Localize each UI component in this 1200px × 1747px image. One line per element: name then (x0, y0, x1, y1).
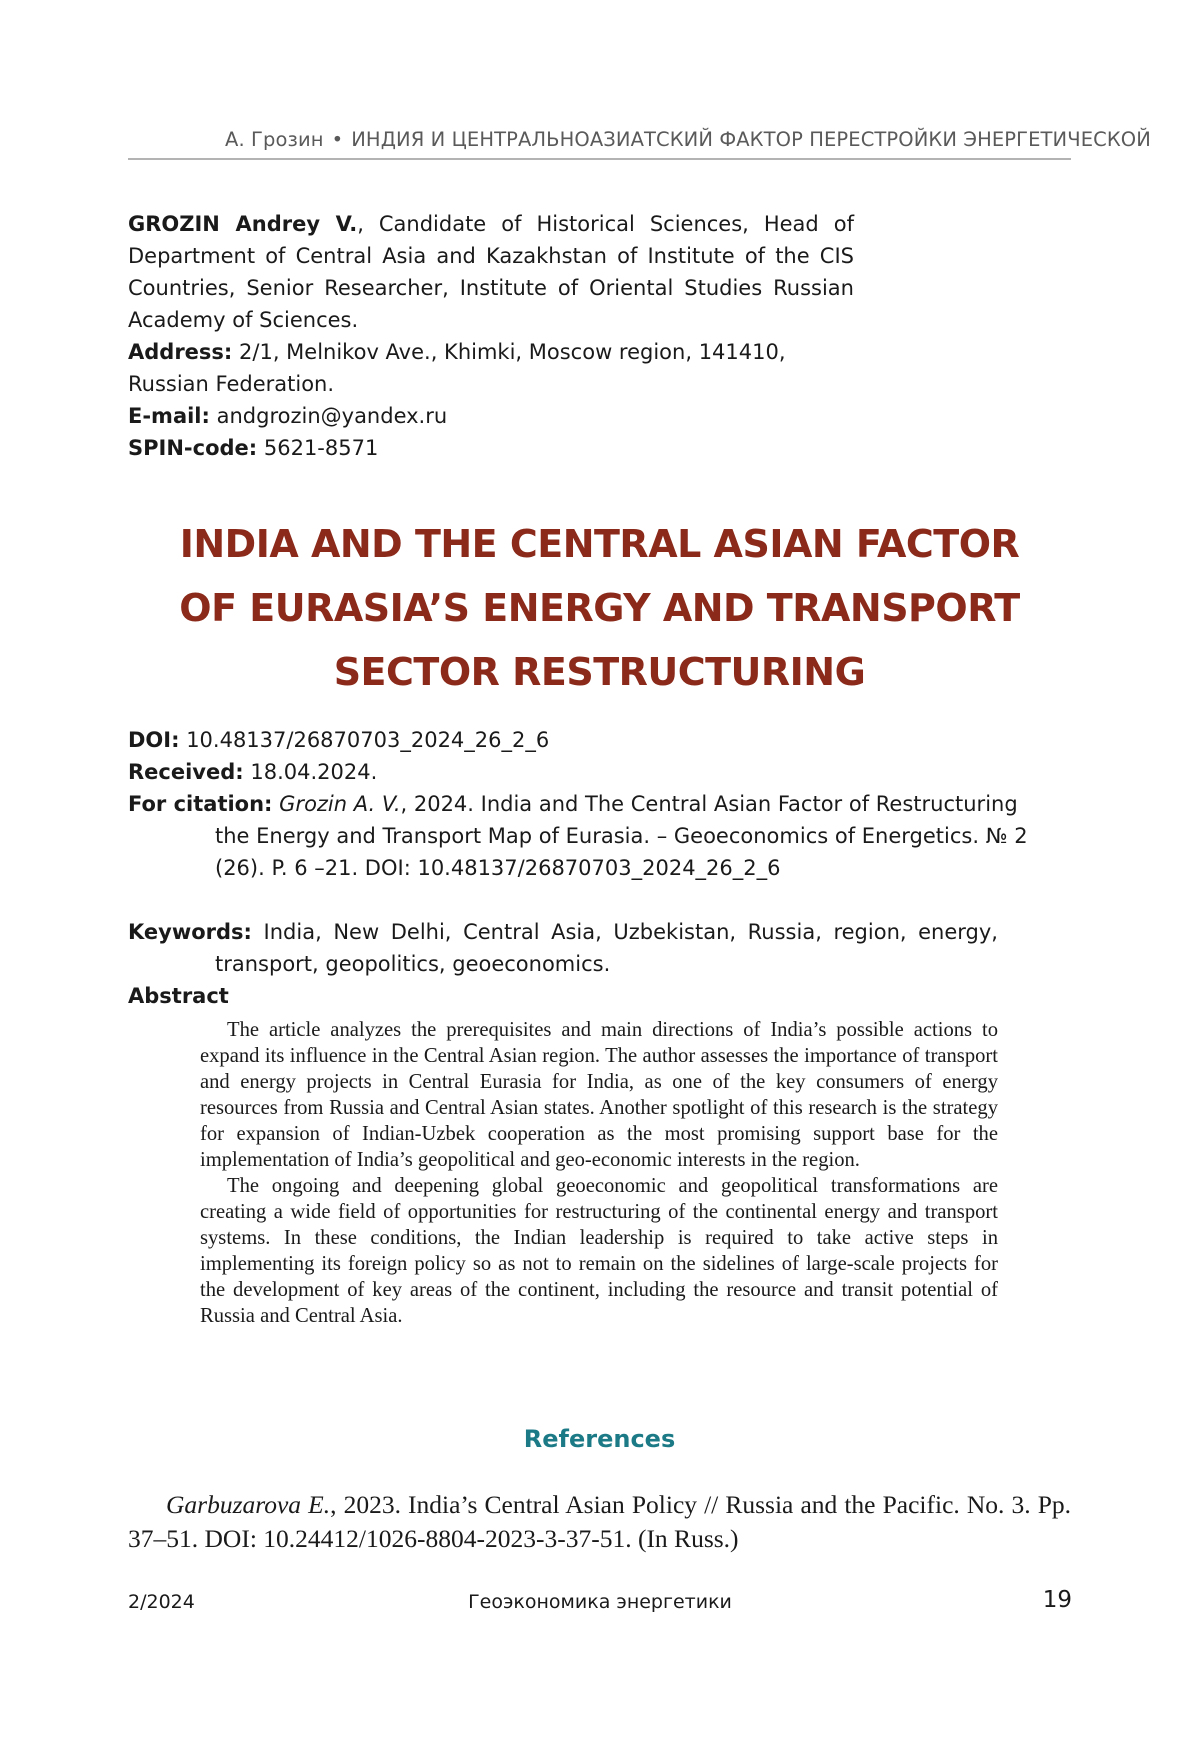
email-value: andgrozin@yandex.ru (216, 404, 448, 428)
citation-label: For citation: (128, 792, 273, 816)
citation-line-1 (128, 788, 1018, 820)
reference-text: , 2023. India’s Central Asian Policy // Russia and the Pacific. No. 3. Pp. 37–51. DOI: 10.24412/1026-8804-2023-3-37-51. (In Russ.) (128, 1490, 1071, 1553)
bullet-separator: • (331, 128, 344, 151)
author-email (128, 400, 854, 432)
title-line-2: OF EURASIA’S ENERGY AND TRANSPORT (179, 586, 1020, 630)
reference-item (128, 1488, 1071, 1556)
email-label: E-mail: (128, 404, 210, 428)
author-spin (128, 432, 854, 464)
article-title (128, 512, 1071, 704)
spin-value: 5621-8571 (263, 436, 379, 460)
header-rule (128, 158, 1071, 160)
reference-author: Garbuzarova E. (166, 1490, 331, 1519)
abstract-paragraph: The ongoing and deepening global geoeconomic and geopolitical transformations are creating a wide field of opportunities for restructuring of the continental energy and transport systems. In these conditions, the Indian leadership is required to take active steps in implementing its foreign policy so as not to remain on the sidelines of large-scale projects for the development of key areas of the continent, including the resource and transit potential of Russia and Central Asia. (200, 1175, 998, 1327)
keywords-label: Keywords: (128, 920, 252, 944)
title-line-1: INDIA AND THE CENTRAL ASIAN FACTOR (179, 522, 1020, 566)
doi-value: 10.48137/26870703_2024_26_2_6 (186, 728, 550, 752)
author-address (128, 336, 854, 400)
keywords-value: India, New Delhi, Central Asia, Uzbekistan, Russia, region, energy, transport, geopolitics, geoeconomics. (215, 920, 998, 976)
article-meta (128, 724, 1028, 1012)
author-info (128, 208, 854, 464)
page-number: 19 (1042, 1587, 1072, 1613)
running-head (225, 128, 1151, 151)
citation-line-3: (26). P. 6 –21. DOI: 10.48137/26870703_2024_26_2_6 (215, 856, 781, 880)
received-label: Received: (128, 760, 244, 784)
abstract-body (200, 1017, 998, 1329)
footer-journal: Геоэкономика энергетики (468, 1591, 732, 1613)
citation-text-1: , 2024. India and The Central Asian Factor of Restructuring (400, 792, 1018, 816)
citation-author: Grozin A. V. (279, 792, 401, 816)
keywords (128, 916, 998, 980)
footer-issue: 2/2024 (128, 1591, 195, 1613)
address-label: Address: (128, 340, 233, 364)
running-head-author: А. Грозин (225, 128, 324, 151)
spin-label: SPIN-code: (128, 436, 258, 460)
author-bio (128, 208, 854, 336)
doi-line (128, 724, 998, 756)
references-heading: References (523, 1425, 676, 1453)
citation-line-2: the Energy and Transport Map of Eurasia. – Geoeconomics of Energetics. № 2 (215, 824, 1028, 848)
author-name: GROZIN Andrey V. (128, 212, 358, 236)
citation (128, 788, 1028, 884)
abstract-heading: Abstract (128, 984, 229, 1008)
author-bio-text: , Candidate of Historical Sciences, Head of Department of Central Asia and Kazakhstan of Institute of the CIS Countries, Senior Researcher, Institute of Oriental Studies Russian Academy of Sciences. (128, 212, 854, 332)
address-value: 2/1, Melnikov Ave., Khimki, Moscow region, 141410, Russian Federation. (128, 340, 786, 396)
received-value: 18.04.2024. (250, 760, 378, 784)
doi-label: DOI: (128, 728, 180, 752)
title-line-3: SECTOR RESTRUCTURING (333, 650, 866, 694)
abstract-paragraph: The article analyzes the prerequisites and main directions of India’s possible actions to expand its influence in the Central Asian region. The author assesses the importance of transport and energy projects in Central Eurasia for India, as one of the key consumers of energy resources from Russia and Central Asian states. Another spotlight of this research is the strategy for expansion of Indian-Uzbek cooperation as the most promising support base for the implementation of India’s geopolitical and geo-economic interests in the region. (200, 1019, 998, 1171)
running-head-title: ИНДИЯ И ЦЕНТРАЛЬНОАЗИАТСКИЙ ФАКТОР ПЕРЕСТРОЙКИ ЭНЕРГЕТИЧЕСКОЙ (351, 128, 1151, 151)
received-line (128, 756, 998, 788)
